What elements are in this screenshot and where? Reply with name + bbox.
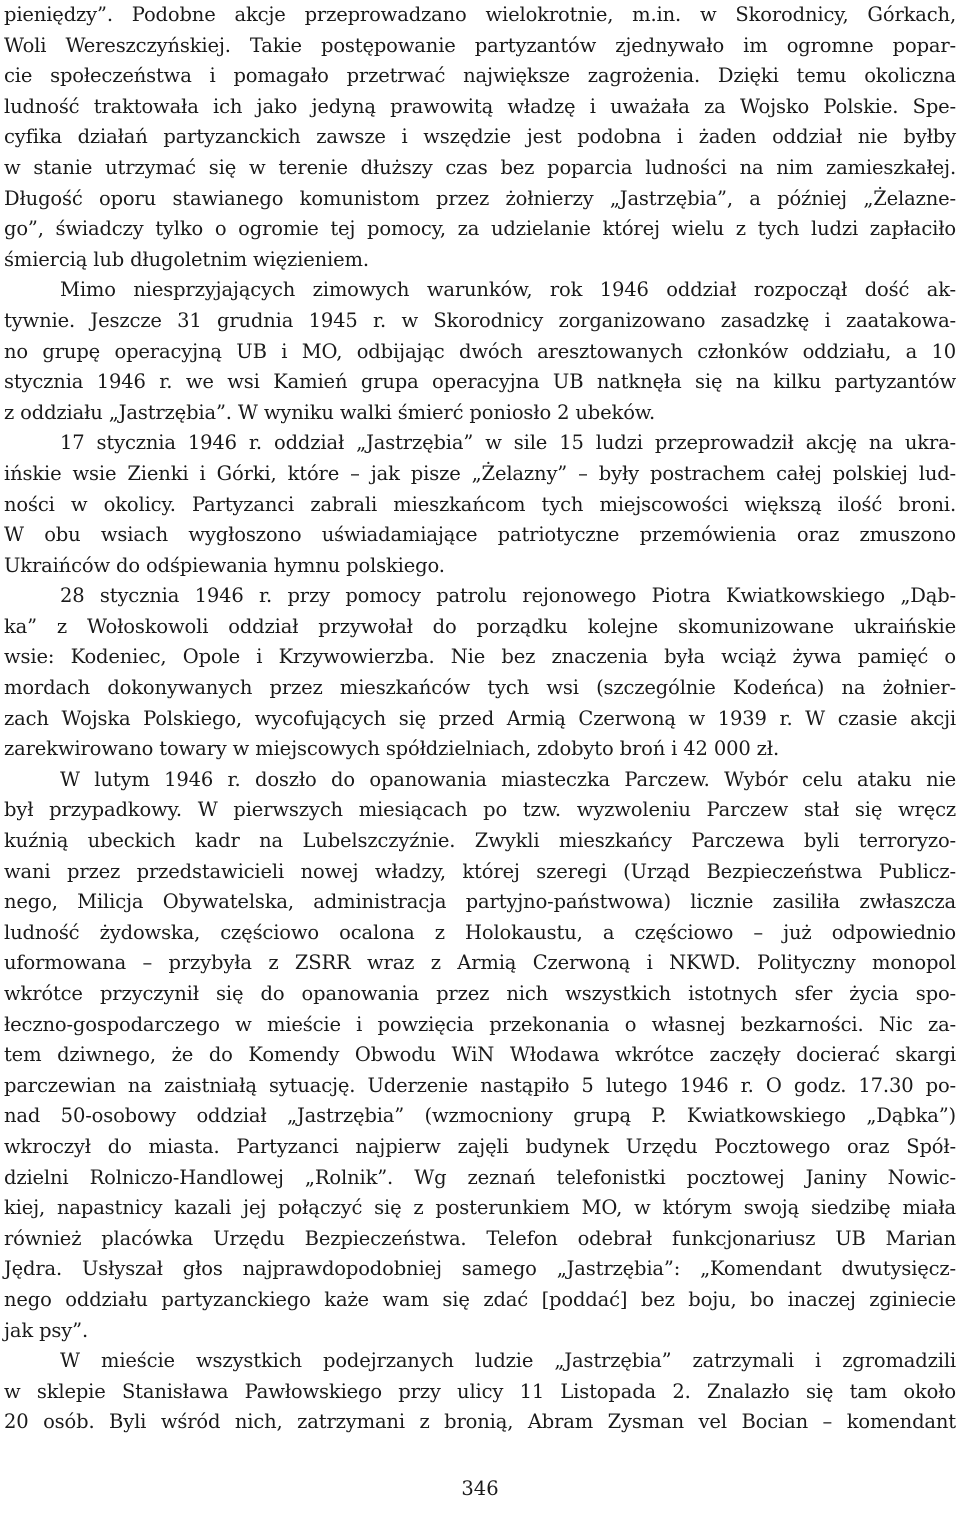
text-line: kuźnią ubeckich kadr na Lubelszczyźnie. Zwykli mieszkańcy Parczewa byli terroryzo- xyxy=(4,829,956,853)
text-line: W lutym 1946 r. doszło do opanowania miasteczka Parczew. Wybór celu ataku nie xyxy=(60,767,956,791)
text-line: W mieście wszystkich podejrzanych ludzie „Jastrzębia” zatrzymali i zgromadzili xyxy=(60,1349,956,1373)
text-line: wsie: Kodeniec, Opole i Krzywowierzba. Nie bez znaczenia była wciąż żywa pamięć o xyxy=(4,645,956,669)
text-line: Długość oporu stawianego komunistom przez żołnierzy „Jastrzębia”, a później „Żelazne- xyxy=(4,186,956,210)
text-line: stycznia 1946 r. we wsi Kamień grupa operacyjna UB natknęła się na kilku partyzantów xyxy=(4,370,956,394)
text-line: ludność żydowska, częściowo ocalona z Holokaustu, a częściowo – już odpowiednio xyxy=(4,920,956,944)
text-line: Jędra. Usłyszał głos najprawdopodobniej samego „Jastrzębia”: „Komendant dwutysięcz- xyxy=(4,1257,956,1281)
text-line: wkroczył do miasta. Partyzanci najpierw zajęli budynek Urzędu Pocztowego oraz Spół- xyxy=(4,1134,956,1158)
text-line: ińskie wsie Zienki i Górki, które – jak pisze „Żelazny” – były postrachem całej polskiej lud- xyxy=(4,461,956,485)
text-line: tywnie. Jeszcze 31 grudnia 1945 r. w Skorodnicy zorganizowano zasadzkę i zaatakowa- xyxy=(4,308,956,332)
text-line: z oddziału „Jastrzębia”. W wyniku walki śmierć poniosło 2 ubeków. xyxy=(4,400,656,424)
text-line: Ukraińców do odśpiewania hymnu polskiego. xyxy=(4,553,445,577)
text-line: zach Wojska Polskiego, wycofujących się przed Armią Czerwoną w 1939 r. W czasie akcji xyxy=(4,706,956,730)
text-line: również placówka Urzędu Bezpieczeństwa. Telefon odebrał funkcjonariusz UB Marian xyxy=(4,1226,956,1250)
text-line: cie społeczeństwa i pomagało przetrwać największe zagrożenia. Dzięki temu okoliczna xyxy=(4,64,956,88)
text-line: Mimo niesprzyjających zimowych warunków, rok 1946 oddział rozpoczął dość ak- xyxy=(60,278,956,302)
text-line: nad 50-osobowy oddział „Jastrzębia” (wzmocniony grupą P. Kwiatkowskiego „Dąbka”) xyxy=(4,1104,956,1128)
document-body xyxy=(4,0,956,1438)
text-line: łeczno-gospodarczego w mieście i powzięcia przekonania o własnej bezkarności. Nic za- xyxy=(4,1012,956,1036)
text-line: kiej, napastnicy kazali jej połączyć się z posterunkiem MO, w którym swoją siedzibę miała xyxy=(4,1196,956,1220)
text-line: w sklepie Stanisława Pawłowskiego przy ulicy 11 Listopada 2. Znalazło się tam około xyxy=(4,1379,956,1403)
text-line: W obu wsiach wygłoszono uświadamiające patriotyczne przemówienia oraz zmuszono xyxy=(4,523,956,547)
text-line: dzielni Rolniczo-Handlowej „Rolnik”. Wg zeznań telefonistki pocztowej Janiny Nowic- xyxy=(4,1165,956,1189)
text-line: w stanie utrzymać się w terenie dłuższy czas bez poparcia ludności na nim zamieszkałej. xyxy=(4,155,956,179)
text-line: mordach dokonywanych przez mieszkańców tych wsi (szczególnie Kodeńca) na żołnier- xyxy=(4,676,956,700)
text-line: no grupę operacyjną UB i MO, odbijając dwóch aresztowanych członków oddziału, a 10 xyxy=(4,339,956,363)
text-line: uformowana – przybyła z ZSRR wraz z Armią Czerwoną i NKWD. Polityczny monopol xyxy=(4,951,956,975)
text-line: ludność traktowała ich jako jedyną prawowitą władzę i uważała za Wojsko Polskie. Spe- xyxy=(4,94,956,118)
text-line: cyfika działań partyzanckich zawsze i wszędzie jest podobna i żaden oddział nie byłby xyxy=(4,125,956,149)
text-line: pieniędzy”. Podobne akcje przeprowadzano wielokrotnie, m.in. w Skorodnicy, Górkach, xyxy=(4,3,956,26)
text-line: parczewian na zaistniałą sytuację. Uderzenie nastąpiło 5 lutego 1946 r. O godz. 17.30 po- xyxy=(4,1073,956,1097)
text-line: ka” z Wołoskowoli oddział przywołał do porządku kolejne skomunizowane ukraińskie xyxy=(4,614,956,638)
text-line: tem dziwnego, że do Komendy Obwodu WiN Włodawa wkrótce zaczęły docierać skargi xyxy=(4,1043,956,1067)
text-line: 17 stycznia 1946 r. oddział „Jastrzębia” w sile 15 ludzi przeprowadził akcję na ukra- xyxy=(60,431,956,455)
text-line: Woli Wereszczyńskiej. Takie postępowanie partyzantów zjednywało im ogromne popar- xyxy=(4,33,956,57)
text-line: wani przez przedstawicieli nowej władzy, której szeregi (Urząd Bezpieczeństwa Publicz- xyxy=(4,859,956,883)
text-line: 20 osób. Byli wśród nich, zatrzymani z bronią, Abram Zysman vel Bocian – komendant xyxy=(4,1410,956,1434)
text-line: zarekwirowano towary w miejscowych spółdzielniach, zdobyto broń i 42 000 zł. xyxy=(4,737,780,761)
page-number: 346 xyxy=(461,1477,499,1500)
text-line: był przypadkowy. W pierwszych miesiącach po tzw. wyzwoleniu Parczew stał się wręcz xyxy=(4,798,956,822)
text-line: nego oddziału partyzanckiego każe wam się zdać [poddać] bez boju, bo inaczej zginiecie xyxy=(4,1287,956,1311)
text-line: wkrótce przyczynił się do opanowania przez nich wszystkich istotnych sfer życia spo- xyxy=(4,982,956,1005)
text-line: 28 stycznia 1946 r. przy pomocy patrolu rejonowego Piotra Kwiatkowskiego „Dąb- xyxy=(60,584,956,608)
text-line: jak psy”. xyxy=(4,1318,89,1342)
text-line: nego, Milicja Obywatelska, administracja partyjno-państwowa) licznie zasiliła zwłaszcza xyxy=(4,890,956,914)
text-line: ności w okolicy. Partyzanci zabrali mieszkańcom tych miejscowości większą ilość broni. xyxy=(4,492,956,516)
text-line: śmiercią lub długoletnim więzieniem. xyxy=(4,247,369,271)
text-line: go”, świadczy tylko o ogromie tej pomocy, za udzielanie której wielu z tych ludzi zapłaciło xyxy=(4,217,956,241)
